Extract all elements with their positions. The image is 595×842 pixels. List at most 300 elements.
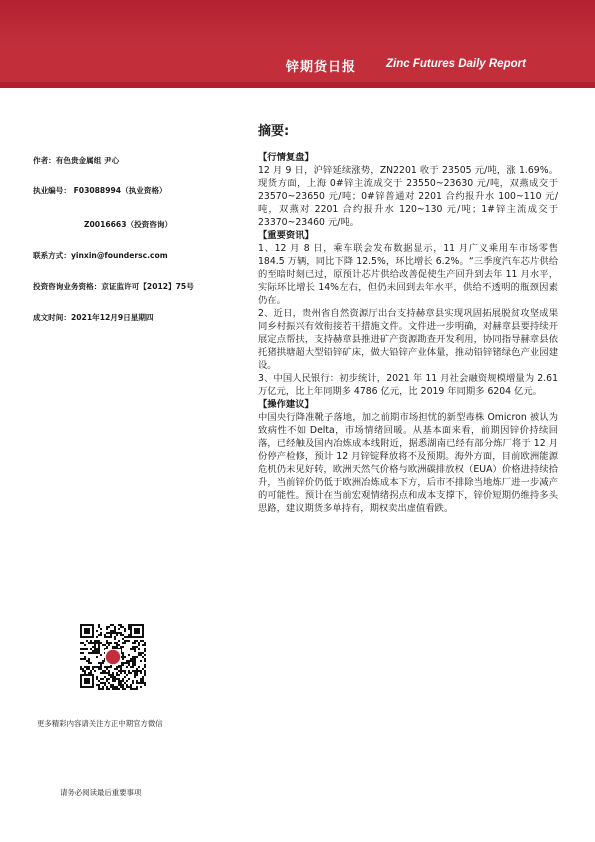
qr-module — [94, 666, 96, 668]
qr-module — [144, 648, 146, 650]
qr-module — [104, 634, 106, 636]
qr-module — [98, 648, 100, 650]
license-number: 执业编号： F03088994（执业资格） — [33, 186, 167, 195]
qr-module — [142, 644, 144, 646]
qr-module — [128, 654, 130, 656]
qr-module — [122, 646, 124, 648]
qr-module — [134, 688, 136, 690]
qr-module — [128, 660, 130, 662]
qr-module — [82, 668, 84, 670]
qr-module — [92, 650, 94, 652]
qr-module — [88, 668, 90, 670]
qr-module — [100, 688, 102, 690]
qr-module — [108, 642, 110, 644]
qr-module — [92, 652, 94, 654]
qr-module — [126, 674, 128, 676]
summary-heading: 摘要: — [258, 124, 290, 139]
qr-module — [108, 632, 110, 634]
qr-module — [144, 660, 146, 662]
qr-module — [122, 680, 124, 682]
qr-module — [140, 654, 142, 656]
qr-module — [104, 666, 106, 668]
qr-module — [104, 676, 106, 678]
qr-module — [120, 666, 122, 668]
qr-module — [114, 630, 116, 632]
qr-module — [112, 676, 114, 678]
qr-module — [138, 666, 140, 668]
qr-finder-inner — [134, 628, 140, 634]
qr-module — [96, 666, 98, 668]
qr-module — [136, 640, 138, 642]
qr-module — [134, 648, 136, 650]
report-title-cn: 锌期货日报 — [286, 60, 357, 75]
qr-module — [110, 666, 112, 668]
qr-module — [82, 648, 84, 650]
qr-module — [122, 654, 124, 656]
qr-module — [98, 646, 100, 648]
qr-module — [136, 680, 138, 682]
qr-module — [100, 628, 102, 630]
qr-module — [112, 646, 114, 648]
qr-module — [144, 672, 146, 674]
qr-module — [84, 670, 86, 672]
qr-module — [82, 652, 84, 654]
qr-module — [96, 656, 98, 658]
qr-module — [110, 632, 112, 634]
qr-module — [88, 658, 90, 660]
qr-module — [126, 636, 128, 638]
qr-module — [122, 656, 124, 658]
qr-module — [90, 670, 92, 672]
qr-module — [138, 642, 140, 644]
qr-module — [106, 688, 108, 690]
disclaimer-note: 请务必阅读最后重要事项 — [60, 788, 142, 797]
qr-module — [130, 672, 132, 674]
qr-module — [86, 668, 88, 670]
qr-module — [122, 652, 124, 654]
qr-module — [88, 660, 90, 662]
qr-module — [110, 624, 112, 626]
qr-module — [86, 666, 88, 668]
qr-module — [110, 674, 112, 676]
qr-module — [134, 670, 136, 672]
qr-module — [112, 684, 114, 686]
qr-module — [96, 642, 98, 644]
qr-module — [100, 632, 102, 634]
qr-module — [140, 680, 142, 682]
qr-module — [112, 632, 114, 634]
qr-module — [138, 682, 140, 684]
qr-module — [124, 688, 126, 690]
qr-module — [114, 638, 116, 640]
qr-module — [106, 668, 108, 670]
qr-module — [108, 626, 110, 628]
qr-module — [110, 686, 112, 688]
qr-module — [80, 658, 82, 660]
qr-module — [144, 650, 146, 652]
qr-module — [108, 682, 110, 684]
qr-module — [142, 652, 144, 654]
qr-module — [114, 628, 116, 630]
qr-module — [84, 666, 86, 668]
qr-module — [96, 630, 98, 632]
qr-module — [98, 680, 100, 682]
qr-module — [116, 646, 118, 648]
qr-module — [100, 634, 102, 636]
qr-module — [118, 670, 120, 672]
qr-module — [114, 676, 116, 678]
qr-module — [104, 636, 106, 638]
qr-module — [138, 652, 140, 654]
qr-module — [122, 626, 124, 628]
qr-module — [114, 646, 116, 648]
qr-module — [88, 666, 90, 668]
qr-module — [98, 640, 100, 642]
qr-module — [112, 624, 114, 626]
qr-module — [100, 672, 102, 674]
qr-module — [106, 626, 108, 628]
qr-module — [116, 666, 118, 668]
qr-module — [118, 684, 120, 686]
qr-module — [90, 642, 92, 644]
qr-module — [124, 670, 126, 672]
qr-module — [134, 664, 136, 666]
body-paragraph: 2、近日，贵州省自然资源厅出台支持赫章县实现巩固拓展脱贫攻坚成果同乡村振兴有效衔接若干措施文件。文件进一步明确，对赫章县要持续开展定点帮扶，支持赫章县推进矿产资源勘查开发利用，协同指导赫章县依托猪拱塘超大型铅锌矿床，做大铅锌产业体量，推动铅锌锗绿色产业园建设。 — [258, 308, 558, 371]
qr-module — [84, 648, 86, 650]
qr-module — [130, 684, 132, 686]
qr-module — [144, 682, 146, 684]
qr-module — [142, 656, 144, 658]
qr-module — [136, 682, 138, 684]
qr-module — [126, 662, 128, 664]
qr-module — [106, 672, 108, 674]
qr-module — [124, 630, 126, 632]
qr-module — [126, 684, 128, 686]
qr-module — [120, 624, 122, 626]
qr-module — [132, 688, 134, 690]
qr-module — [122, 634, 124, 636]
qr-module — [144, 670, 146, 672]
qr-module — [106, 632, 108, 634]
qr-module — [102, 678, 104, 680]
qr-module — [128, 634, 130, 636]
qr-module — [124, 642, 126, 644]
qr-module — [144, 654, 146, 656]
brand-logo-icon — [106, 650, 120, 664]
qr-module — [84, 658, 86, 660]
consult-qualification: 投资咨询业务资格：京证监许可【2012】75号 — [33, 282, 194, 291]
author-line: 作者：有色贵金属组 尹心 — [33, 156, 120, 165]
qr-module — [116, 672, 118, 674]
qr-module — [128, 636, 130, 638]
qr-module — [142, 676, 144, 678]
qr-module — [112, 674, 114, 676]
qr-module — [126, 640, 128, 642]
qr-module — [128, 626, 130, 628]
report-title-en: Zinc Futures Daily Report — [386, 58, 526, 70]
qr-module — [130, 648, 132, 650]
qr-module — [140, 652, 142, 654]
qr-module — [92, 668, 94, 670]
qr-module — [120, 670, 122, 672]
qr-module — [132, 666, 134, 668]
qr-module — [80, 668, 82, 670]
qr-module — [98, 650, 100, 652]
qr-module — [122, 662, 124, 664]
qr-module — [138, 654, 140, 656]
qr-module — [124, 682, 126, 684]
qr-module — [118, 632, 120, 634]
qr-module — [138, 670, 140, 672]
qr-module — [102, 662, 104, 664]
qr-module — [120, 626, 122, 628]
qr-module — [80, 642, 82, 644]
qr-module — [142, 682, 144, 684]
qr-module — [98, 684, 100, 686]
qr-module — [86, 648, 88, 650]
qr-module — [122, 678, 124, 680]
qr-module — [132, 682, 134, 684]
qr-module — [108, 666, 110, 668]
qr-module — [122, 686, 124, 688]
qr-module — [98, 644, 100, 646]
qr-module — [126, 686, 128, 688]
qr-module — [144, 642, 146, 644]
qr-module — [84, 672, 86, 674]
qr-module — [132, 646, 134, 648]
qr-module — [132, 658, 134, 660]
qr-module — [108, 644, 110, 646]
qr-module — [128, 686, 130, 688]
qr-module — [112, 686, 114, 688]
qr-module — [82, 658, 84, 660]
qr-module — [132, 664, 134, 666]
qr-module — [96, 640, 98, 642]
qr-module — [108, 670, 110, 672]
qr-module — [100, 654, 102, 656]
qr-module — [136, 656, 138, 658]
qr-module — [134, 650, 136, 652]
qr-module — [86, 660, 88, 662]
qr-module — [142, 640, 144, 642]
summary-content — [258, 151, 558, 515]
qr-module — [142, 680, 144, 682]
qr-module — [118, 640, 120, 642]
section-heading: 【操作建议】 — [258, 399, 314, 410]
qr-module — [108, 674, 110, 676]
qr-module — [126, 680, 128, 682]
qr-module — [84, 656, 86, 658]
qr-module — [144, 666, 146, 668]
qr-module — [130, 688, 132, 690]
qr-module — [116, 686, 118, 688]
qr-module — [120, 686, 122, 688]
qr-module — [124, 656, 126, 658]
qr-module — [90, 662, 92, 664]
qr-module — [112, 630, 114, 632]
qr-module — [94, 640, 96, 642]
body-paragraph: 12 月 9 日，沪锌延续涨势，ZN2201 收于 23505 元/吨，涨 1.69%。现货方面，上海 0#锌主流成交于 23550~23630 元/吨，双燕成交于 23570~23650 元/吨；0#锌普通对 2201 合约报升水 100~110 元/吨，双燕对 2201 合约报升水 120~130 元/吨；1#锌主流成交于 23370~23460 元/吨。 — [258, 165, 558, 228]
qr-module — [98, 668, 100, 670]
qr-module — [104, 684, 106, 686]
qr-module — [128, 672, 130, 674]
qr-module — [140, 682, 142, 684]
qr-module — [118, 678, 120, 680]
qr-module — [90, 672, 92, 674]
qr-module — [122, 658, 124, 660]
qr-module — [132, 656, 134, 658]
qr-module — [86, 640, 88, 642]
qr-module — [132, 670, 134, 672]
qr-module — [96, 648, 98, 650]
contact-email: 联系方式：yinxin@foundersc.com — [33, 251, 168, 260]
qr-module — [122, 664, 124, 666]
qr-module — [108, 678, 110, 680]
qr-module — [90, 640, 92, 642]
qr-module — [98, 686, 100, 688]
qr-caption: 更多精彩内容请关注方正中期官方微信 — [37, 719, 163, 728]
qr-finder-inner — [84, 678, 90, 684]
qr-module — [102, 686, 104, 688]
qr-module — [128, 662, 130, 664]
qr-module — [116, 668, 118, 670]
qr-module — [96, 652, 98, 654]
qr-module — [114, 686, 116, 688]
qr-module — [140, 686, 142, 688]
qr-module — [96, 650, 98, 652]
qr-module — [134, 656, 136, 658]
qr-module — [144, 674, 146, 676]
qr-module — [94, 648, 96, 650]
qr-module — [114, 668, 116, 670]
qr-module — [118, 628, 120, 630]
qr-module — [92, 646, 94, 648]
qr-module — [116, 642, 118, 644]
qr-module — [140, 670, 142, 672]
qr-module — [114, 626, 116, 628]
qr-module — [122, 638, 124, 640]
qr-module — [94, 644, 96, 646]
qr-module — [132, 680, 134, 682]
qr-module — [118, 666, 120, 668]
qr-module — [136, 670, 138, 672]
qr-module — [88, 662, 90, 664]
qr-module — [98, 624, 100, 626]
qr-module — [114, 688, 116, 690]
qr-module — [90, 652, 92, 654]
qr-module — [114, 642, 116, 644]
qr-module — [126, 660, 128, 662]
qr-module — [82, 642, 84, 644]
qr-module — [124, 628, 126, 630]
report-date: 成文时间：2021年12月9日星期四 — [33, 313, 154, 322]
qr-module — [128, 640, 130, 642]
qr-module — [114, 632, 116, 634]
qr-module — [102, 672, 104, 674]
qr-module — [134, 646, 136, 648]
qr-module — [118, 680, 120, 682]
qr-module — [122, 670, 124, 672]
qr-module — [128, 628, 130, 630]
qr-module — [114, 680, 116, 682]
qr-module — [112, 680, 114, 682]
qr-module — [112, 678, 114, 680]
qr-module — [94, 642, 96, 644]
qr-module — [104, 670, 106, 672]
qr-module — [138, 648, 140, 650]
qr-module — [116, 632, 118, 634]
qr-module — [94, 646, 96, 648]
qr-module — [120, 682, 122, 684]
qr-module — [102, 644, 104, 646]
qr-module — [120, 680, 122, 682]
qr-module — [88, 672, 90, 674]
qr-module — [130, 660, 132, 662]
qr-module — [142, 678, 144, 680]
qr-module — [88, 652, 90, 654]
qr-module — [134, 672, 136, 674]
qr-module — [110, 634, 112, 636]
qr-module — [98, 652, 100, 654]
qr-module — [106, 666, 108, 668]
qr-module — [100, 662, 102, 664]
qr-module — [132, 660, 134, 662]
qr-module — [120, 668, 122, 670]
qr-code-image — [80, 624, 146, 690]
qr-module — [134, 662, 136, 664]
qr-module — [124, 676, 126, 678]
qr-module — [118, 644, 120, 646]
qr-module — [122, 684, 124, 686]
qr-module — [98, 634, 100, 636]
qr-module — [106, 686, 108, 688]
qr-module — [122, 688, 124, 690]
qr-module — [108, 672, 110, 674]
qr-module — [132, 662, 134, 664]
qr-module — [136, 688, 138, 690]
qr-module — [114, 678, 116, 680]
qr-module — [126, 666, 128, 668]
qr-module — [118, 682, 120, 684]
qr-module — [140, 672, 142, 674]
qr-module — [124, 662, 126, 664]
body-paragraph: 中国央行降准靴子落地，加之前期市场担忧的新型毒株 Omicron 被认为致病性不如 Delta，市场情绪回暖。从基本面来看，前期因锌价持续回落，已经触及国内冶炼成本线附近，据悉湖南已经有部分炼厂将于 12 月份停产检修，预计 12 月锌锭释放将不及预期。海外方面，目前欧洲能源危机仍未见好转，欧洲天然气价格与欧洲碳排放权（EUA）价格进持续拾升，当前锌价仍低于欧洲冶炼成本下方，后市不排除当地炼厂进一步减产的可能性。预计在当前宏观情绪拐点和成本支撑下，锌价短期仍维持多头思路，建议期货多单持有，期权卖出虚值看跌。 — [258, 412, 558, 514]
qr-module — [128, 678, 130, 680]
qr-module — [130, 666, 132, 668]
qr-module — [142, 668, 144, 670]
qr-module — [84, 644, 86, 646]
qr-module — [132, 642, 134, 644]
qr-module — [98, 666, 100, 668]
qr-module — [136, 686, 138, 688]
qr-module — [110, 676, 112, 678]
qr-module — [100, 678, 102, 680]
qr-module — [106, 680, 108, 682]
qr-module — [136, 646, 138, 648]
qr-module — [92, 642, 94, 644]
qr-module — [110, 630, 112, 632]
qr-module — [102, 660, 104, 662]
qr-module — [104, 644, 106, 646]
qr-module — [98, 688, 100, 690]
qr-module — [116, 674, 118, 676]
qr-module — [134, 674, 136, 676]
body-paragraph: 1、12 月 8 日，乘车联会发布数据显示，11 月广义乘用车市场零售 184.5 万辆，同比下降 12.5%，环比增长 6.2%。“三季度汽车芯片供给的至暗时刻已过，原预计芯片供给改善促使生产回升到去年 11 月水平，实际环比增长 14%左右，但仍未回到去年水平，供给不透明的瓶颈因素仍在。 — [258, 243, 558, 306]
qr-module — [136, 672, 138, 674]
qr-module — [94, 670, 96, 672]
qr-module — [136, 668, 138, 670]
qr-module — [120, 646, 122, 648]
